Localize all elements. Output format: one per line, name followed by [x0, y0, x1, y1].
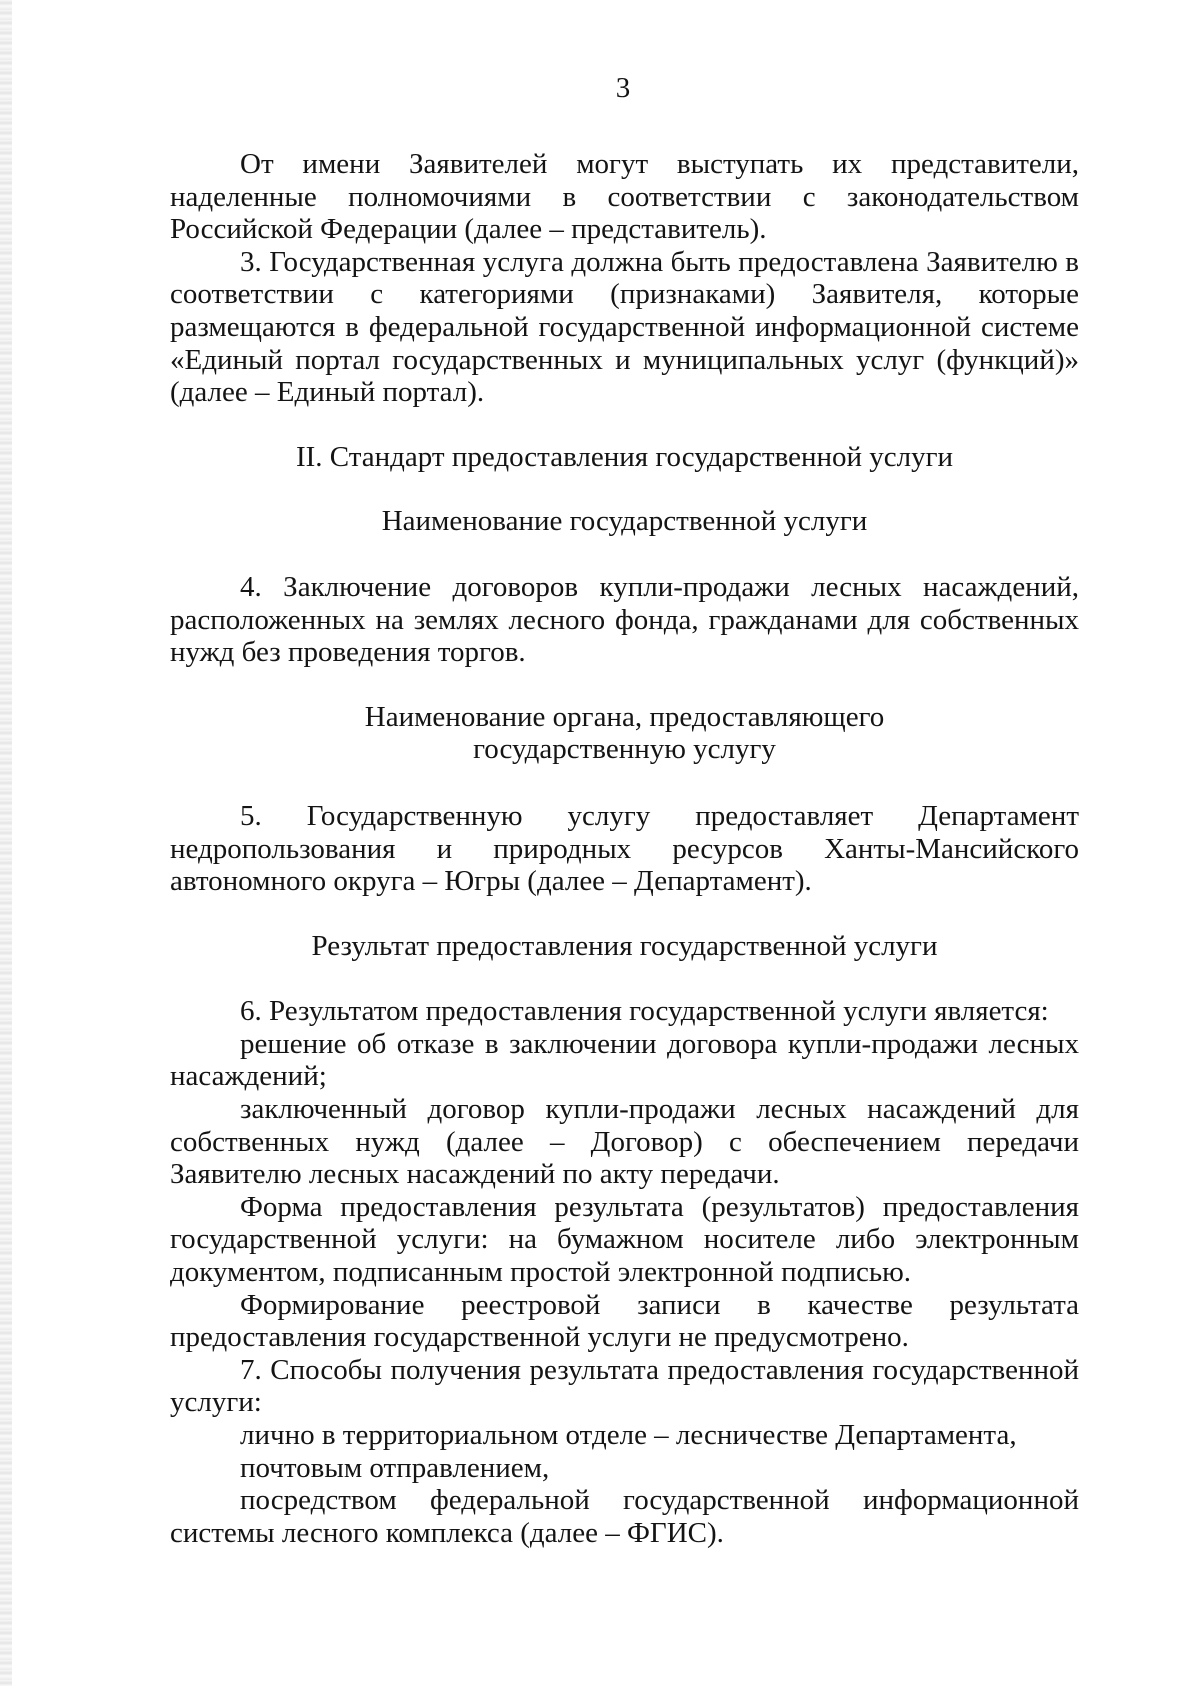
- paragraph-refusal-decision: решение об отказе в заключении договора купли-продажи лесных насаждений;: [170, 1027, 1079, 1093]
- document-body: [170, 148, 1079, 1549]
- paragraph-4: 4. Заключение договоров купли-продажи лесных насаждений, расположенных на землях лесного фонда, гражданами для собственных нужд без проведения торгов.: [170, 570, 1079, 669]
- section-heading-standard: II. Стандарт предоставления государственной услуги: [295, 440, 954, 473]
- subheading-authority-line1: Наименование органа, предоставляющего: [364, 700, 885, 733]
- paragraph-5: 5. Государственную услугу предоставляет Департамент недропользования и природных ресурсов Ханты-Мансийского автономного округа – Югры (далее – Департамент).: [170, 799, 1079, 898]
- paragraph-6: 6. Результатом предоставления государственной услуги является:: [240, 995, 1049, 1028]
- subheading-result: Результат предоставления государственной услуги: [311, 929, 938, 962]
- list-item-in-person: лично в территориальном отделе – лесничестве Департамента,: [240, 1419, 1017, 1451]
- paragraph-3: 3. Государственная услуга должна быть предоставлена Заявителю в соответствии с категориями (признаками) Заявителя, которые размещаются в федеральной государственной информационной системе «Единый портал государственных и муниципальных услуг (функций)» (далее – Единый портал).: [170, 245, 1079, 409]
- subheading-authority-line2: государственную услугу: [473, 733, 776, 766]
- paragraph-concluded-contract: заключенный договор купли-продажи лесных насаждений для собственных нужд (далее – Договор) с обеспечением передачи Заявителю лесных насаждений по акту передачи.: [170, 1093, 1079, 1191]
- page-number: 3: [615, 72, 631, 104]
- paragraph-representatives: От имени Заявителей могут выступать их представители, наделенные полномочиями в соответствии с законодательством Российской Федерации (далее – представитель).: [170, 148, 1079, 246]
- scan-edge-artifact: [0, 0, 12, 1686]
- paragraph-registry-record: Формирование реестровой записи в качестве результата предоставления государственной услуги не предусмотрено.: [170, 1288, 1079, 1354]
- list-item-fgis: посредством федеральной государственной информационной системы лесного комплекса (далее – ФГИС).: [170, 1484, 1079, 1549]
- subheading-authority: [170, 701, 1079, 766]
- subheading-service-name: Наименование государственной услуги: [381, 505, 868, 538]
- paragraph-result-form: Форма предоставления результата (результатов) предоставления государственной услуги: на бумажном носителе либо электронным документом, подписанным простой электронной подписью.: [170, 1190, 1079, 1289]
- list-item-postal: почтовым отправлением,: [240, 1451, 550, 1484]
- paragraph-7: 7. Способы получения результата предоставления государственной услуги:: [170, 1353, 1079, 1419]
